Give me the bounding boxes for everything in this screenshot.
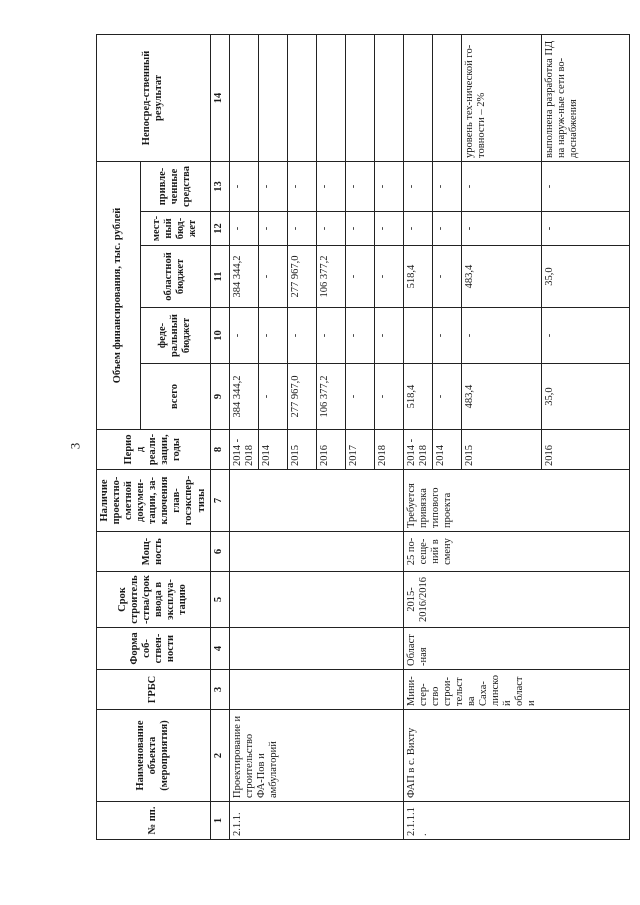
- cell-ownership: Област-ная: [403, 628, 629, 670]
- cell-local: -: [461, 212, 541, 246]
- header-grbs: ГРБС: [97, 670, 211, 710]
- cell-local: -: [403, 212, 432, 246]
- cell-local: -: [316, 212, 345, 246]
- header-funding-group: Объем финансирования, тыс. рублей: [97, 161, 141, 429]
- cell-local: -: [541, 212, 629, 246]
- cell-total: -: [258, 364, 287, 430]
- cell-regional: 518,4: [403, 246, 432, 308]
- col-num: 9: [210, 364, 229, 430]
- header-attracted: привле-ченные средства: [140, 161, 210, 211]
- cell-capacity: [229, 532, 403, 572]
- cell-period: 2016: [316, 430, 345, 470]
- cell-total: 277 967,0: [287, 364, 316, 430]
- cell-result: [374, 34, 403, 161]
- header-term: Срок строитель-ства/срок ввода в эксплуа-тацию: [97, 572, 211, 628]
- rotated-table-container: [96, 35, 617, 840]
- cell-psd: [229, 470, 403, 532]
- cell-total: -: [374, 364, 403, 430]
- cell-period: 2014 - 2018: [403, 430, 432, 470]
- cell-grbs: [229, 670, 403, 710]
- header-ownership: Форма соб-ствен-ности: [97, 628, 211, 670]
- cell-result: выполнена разработка ПД на наруж-ные сети во-доснабжения: [541, 34, 629, 161]
- col-num: 14: [210, 34, 229, 161]
- cell-period: 2016: [541, 430, 629, 470]
- cell-federal: -: [374, 308, 403, 364]
- col-num: 8: [210, 430, 229, 470]
- cell-attracted: -: [432, 161, 461, 211]
- cell-period: 2017: [345, 430, 374, 470]
- page-number: 3: [67, 442, 83, 450]
- cell-term: [229, 572, 403, 628]
- cell-total: 483,4: [461, 364, 541, 430]
- cell-attracted: -: [374, 161, 403, 211]
- cell-federal: -: [258, 308, 287, 364]
- cell-total: -: [432, 364, 461, 430]
- cell-capacity: 25 по-сеще-ний в смену: [403, 532, 629, 572]
- col-num: 5: [210, 572, 229, 628]
- header-local: мест-ный бюд-жет: [140, 212, 210, 246]
- cell-period: 2015: [461, 430, 541, 470]
- cell-federal: -: [287, 308, 316, 364]
- cell-regional: 277 967,0: [287, 246, 316, 308]
- cell-federal: -: [345, 308, 374, 364]
- cell-regional: 106 377,2: [316, 246, 345, 308]
- cell-result: [316, 34, 345, 161]
- cell-psd: Требуется привязка типового проекта: [403, 470, 629, 532]
- col-num: 2: [210, 710, 229, 802]
- cell-result: [345, 34, 374, 161]
- cell-ownership: [229, 628, 403, 670]
- cell-regional: -: [374, 246, 403, 308]
- cell-attracted: -: [345, 161, 374, 211]
- cell-total: 106 377,2: [316, 364, 345, 430]
- col-num: 1: [210, 802, 229, 840]
- col-num: 12: [210, 212, 229, 246]
- cell-regional: 483,4: [461, 246, 541, 308]
- cell-local: -: [374, 212, 403, 246]
- cell-period: 2014 - 2018: [229, 430, 258, 470]
- cell-total: 35,0: [541, 364, 629, 430]
- col-num: 10: [210, 308, 229, 364]
- cell-result: [229, 34, 258, 161]
- table-row: [229, 34, 258, 839]
- header-name: Наименование объекта (мероприятия): [97, 710, 211, 802]
- financing-table: [96, 34, 630, 840]
- header-result: Непосред-ственный результат: [97, 34, 211, 161]
- cell-attracted: -: [403, 161, 432, 211]
- cell-federal: -: [432, 308, 461, 364]
- cell-result: [258, 34, 287, 161]
- cell-local: -: [287, 212, 316, 246]
- cell-term: 2015-2016/2016: [403, 572, 629, 628]
- header-no: № пп.: [97, 802, 211, 840]
- col-num: 4: [210, 628, 229, 670]
- cell-total: 384 344,2: [229, 364, 258, 430]
- header-psd: Наличие проектно-сметной докумен-тации, за-ключения глав-госэкспер-тизы: [97, 470, 211, 532]
- col-num: 11: [210, 246, 229, 308]
- cell-name: ФАП в с. Вихту: [403, 710, 629, 802]
- cell-federal: -: [461, 308, 541, 364]
- cell-attracted: -: [229, 161, 258, 211]
- cell-no: 2.1.1.: [229, 802, 403, 840]
- cell-result: [287, 34, 316, 161]
- col-num: 6: [210, 532, 229, 572]
- col-num: 3: [210, 670, 229, 710]
- cell-result: уровень тех-нической го-товности – 2%: [461, 34, 541, 161]
- cell-federal: -: [316, 308, 345, 364]
- header-total: всего: [140, 364, 210, 430]
- cell-attracted: -: [461, 161, 541, 211]
- header-capacity: Мощ-ность: [97, 532, 211, 572]
- cell-regional: -: [432, 246, 461, 308]
- cell-period: 2015: [287, 430, 316, 470]
- cell-result: [403, 34, 432, 161]
- cell-result: [432, 34, 461, 161]
- cell-period: 2018: [374, 430, 403, 470]
- table-body: [229, 34, 629, 839]
- cell-period: 2014: [258, 430, 287, 470]
- cell-no: 2.1.1.1.: [403, 802, 629, 840]
- cell-attracted: -: [287, 161, 316, 211]
- cell-local: -: [229, 212, 258, 246]
- cell-period: 2014: [432, 430, 461, 470]
- cell-grbs: Мини-стер-ство строи-тельства Саха-линской области: [403, 670, 629, 710]
- cell-attracted: -: [316, 161, 345, 211]
- cell-federal: -: [541, 308, 629, 364]
- cell-regional: 35,0: [541, 246, 629, 308]
- cell-attracted: -: [541, 161, 629, 211]
- cell-regional: -: [345, 246, 374, 308]
- cell-local: -: [345, 212, 374, 246]
- cell-name: Проектирование и строительство ФА-Пов и амбулаторий: [229, 710, 403, 802]
- table-row: [403, 34, 432, 839]
- header-period: Период реали-зации, годы: [97, 430, 211, 470]
- header-federal: феде-ральный бюджет: [140, 308, 210, 364]
- cell-local: -: [258, 212, 287, 246]
- cell-total: 518,4: [403, 364, 432, 430]
- header-regional: областной бюджет: [140, 246, 210, 308]
- col-num: 7: [210, 470, 229, 532]
- cell-regional: 384 344,2: [229, 246, 258, 308]
- cell-attracted: -: [258, 161, 287, 211]
- cell-local: -: [432, 212, 461, 246]
- cell-regional: -: [258, 246, 287, 308]
- col-num: 13: [210, 161, 229, 211]
- cell-total: -: [345, 364, 374, 430]
- cell-federal: -: [229, 308, 258, 364]
- column-number-row: [210, 34, 229, 839]
- cell-federal: [403, 308, 432, 364]
